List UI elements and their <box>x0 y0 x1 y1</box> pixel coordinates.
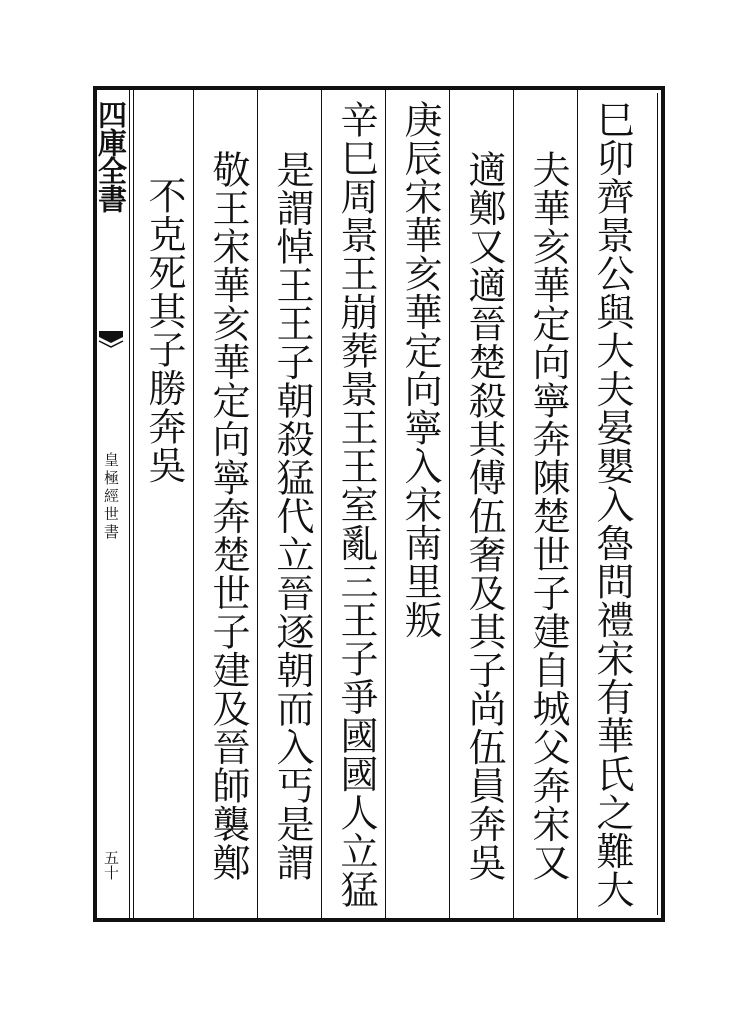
column-rule <box>257 90 258 918</box>
column-rule <box>193 90 194 918</box>
fish-tail-mark-icon <box>98 330 124 350</box>
column-rule <box>449 90 450 918</box>
column-rule <box>577 90 578 918</box>
text-column: 是謂悼王王子朝殺猛代立晉逐朝而入丐是謂 <box>270 150 314 882</box>
column-rule <box>385 90 386 918</box>
text-column: 巳卯齊景公與大夫晏嬰入魯問禮宋有華氏之難大 <box>590 100 634 909</box>
book-title: 皇極經世書 <box>102 452 120 542</box>
column-rule <box>321 90 322 918</box>
page-number: 五十 <box>102 850 120 880</box>
gutter-rule <box>133 90 134 918</box>
library-label: 四庫全書 <box>94 100 128 212</box>
text-column: 適鄭又適晉楚殺其傅伍奢及其子尚伍員奔吳 <box>462 150 506 882</box>
text-column: 不克死其子勝奔吳 <box>142 176 186 484</box>
text-column: 夫華亥華定向寧奔陳楚世子建自城父奔宋又 <box>526 150 570 882</box>
text-column: 辛巳周景王崩葬景王王室亂三王子爭國國人立猛 <box>334 100 378 909</box>
column-rule <box>513 90 514 918</box>
text-column: 庚辰宋華亥華定向寧入宋南里叛 <box>398 100 442 639</box>
gutter-rule <box>129 90 130 918</box>
text-column: 敬王宋華亥華定向寧奔楚世子建及晉師襲鄭 <box>206 150 250 882</box>
